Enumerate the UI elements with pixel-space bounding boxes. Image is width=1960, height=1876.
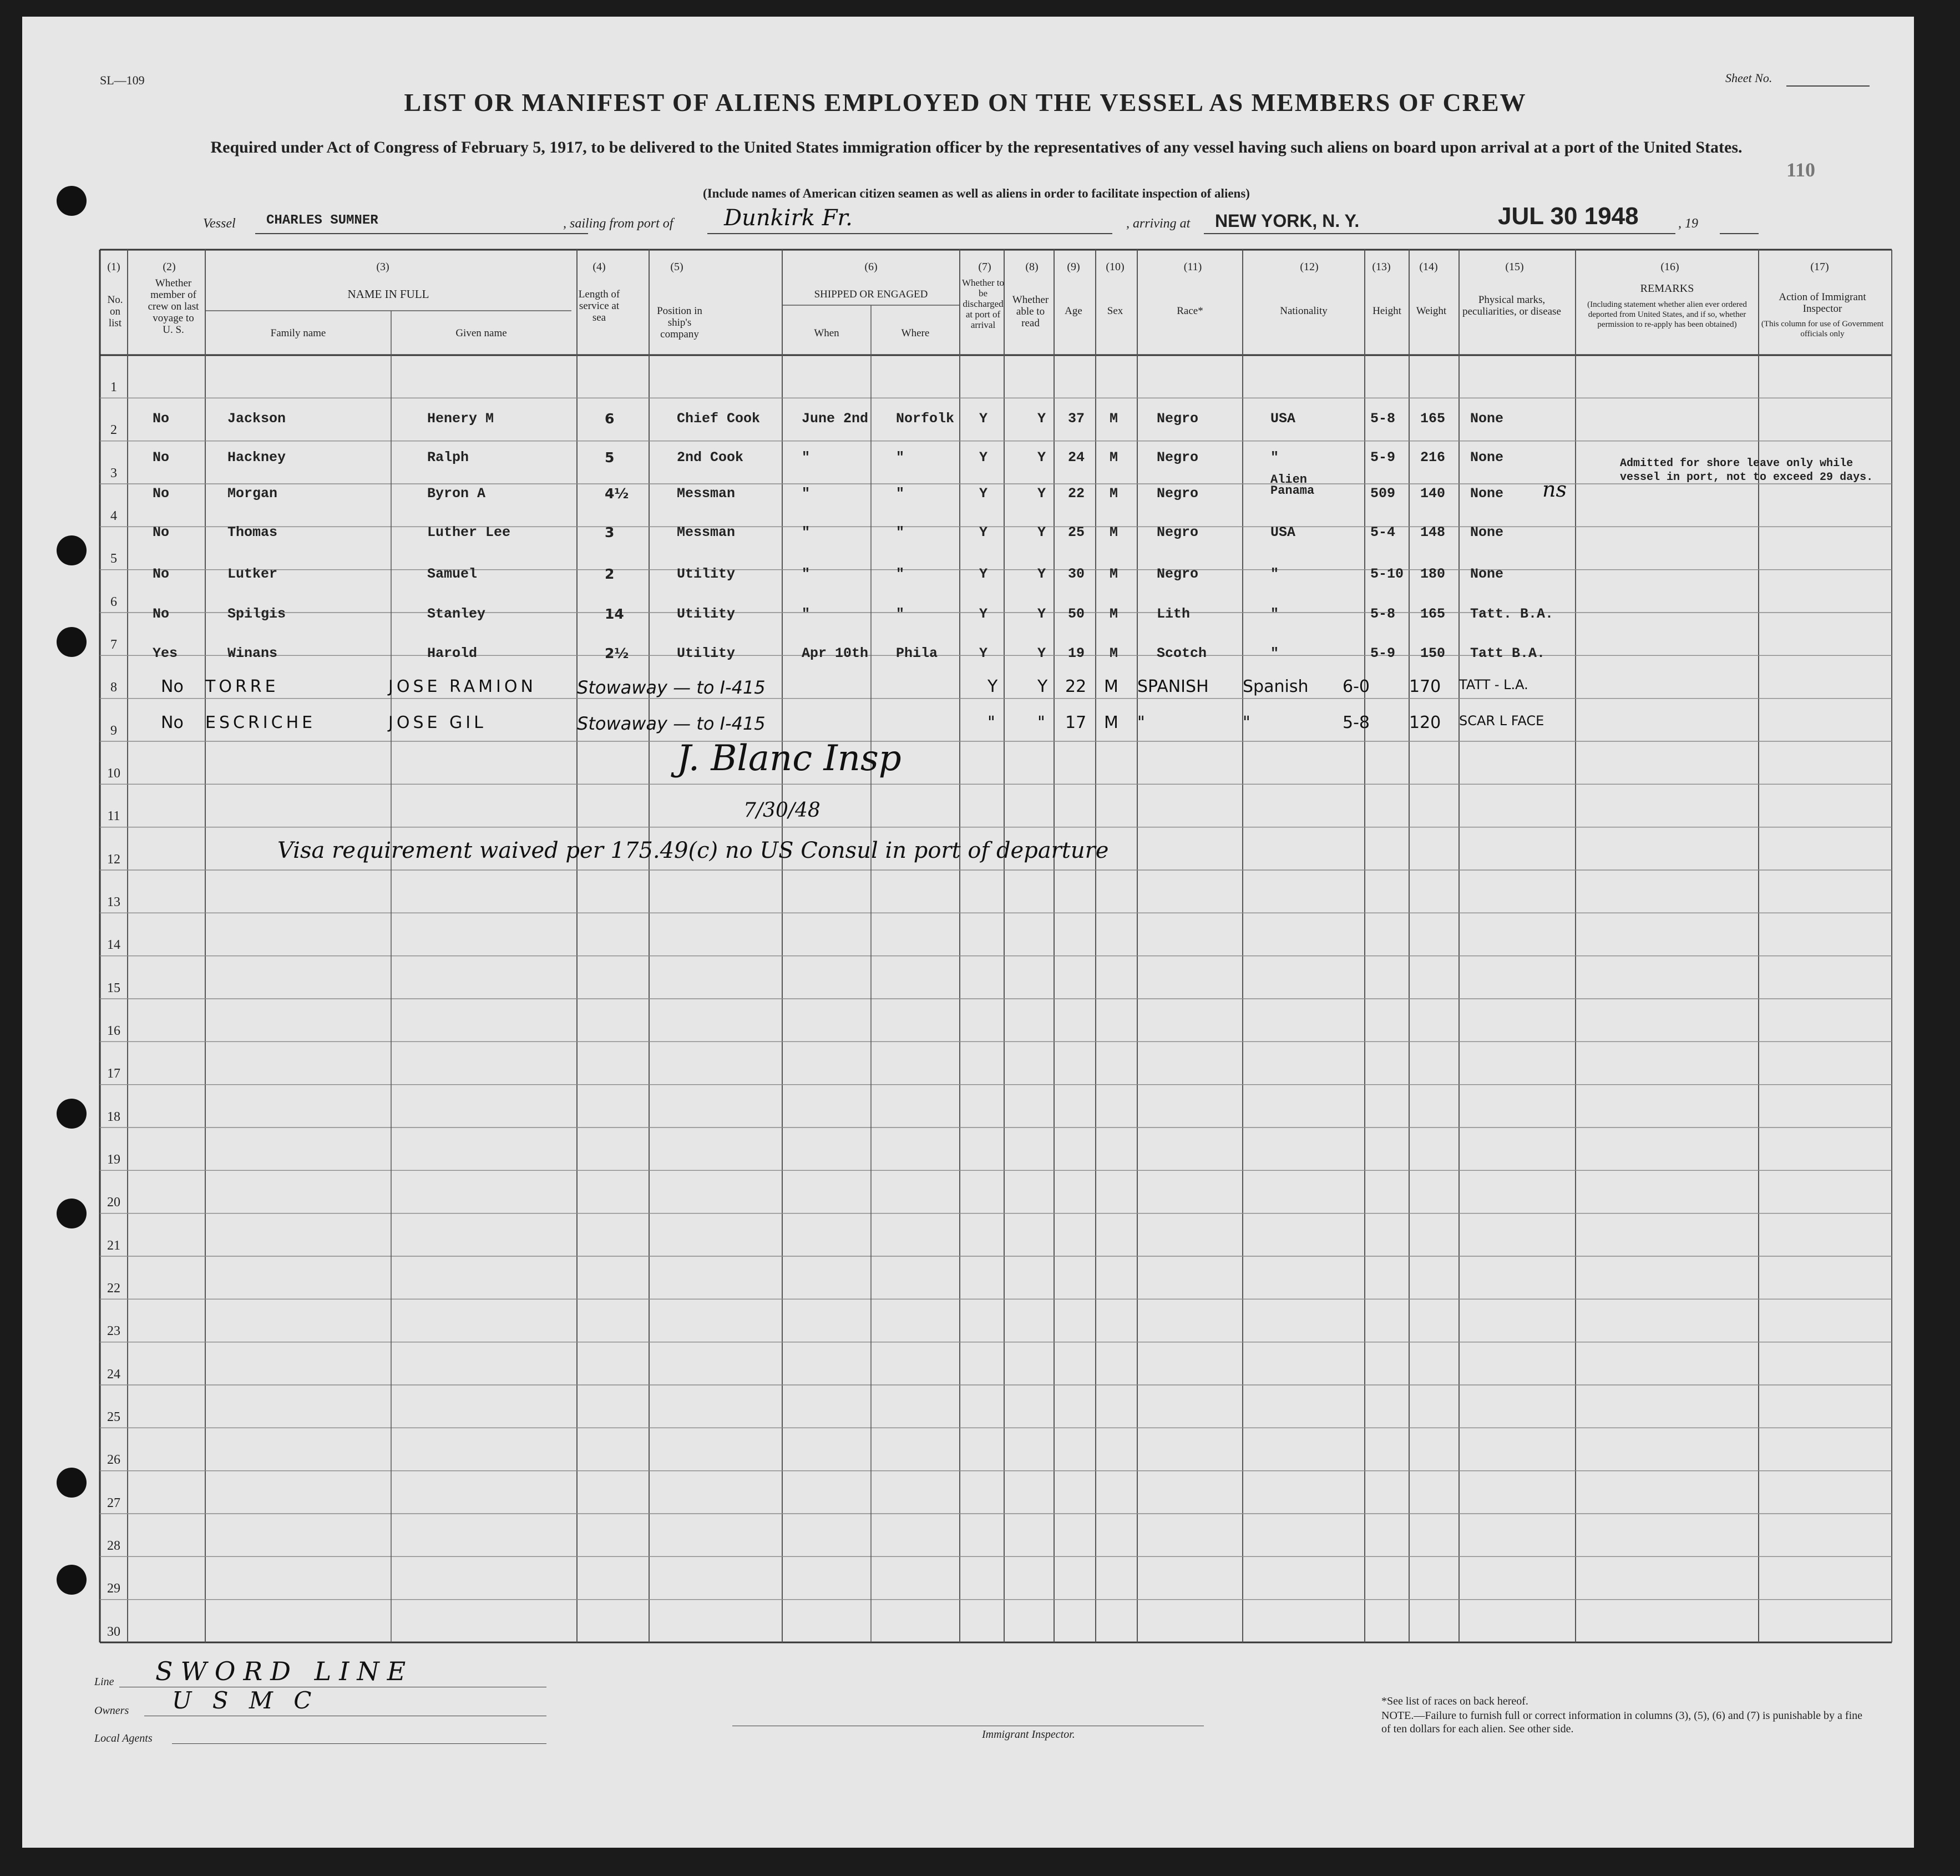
crew-nationality: Spanish xyxy=(1243,677,1309,696)
crew-age: 19 xyxy=(1068,645,1085,661)
header-height: Height xyxy=(1372,305,1401,317)
crew-nationality: USA xyxy=(1270,411,1296,427)
crew-race: " xyxy=(1137,713,1145,732)
form-number: SL—109 xyxy=(100,73,145,87)
row-number: 6 xyxy=(110,594,117,609)
row-number: 27 xyxy=(107,1495,120,1510)
header-position: Position in ship's company xyxy=(657,305,702,340)
footer-owners-value: U S M C xyxy=(172,1687,318,1714)
crew-given-name: Samuel xyxy=(427,566,478,582)
header-length-service: Length of service at sea xyxy=(578,289,620,323)
crew-family-name: Lutker xyxy=(227,566,278,582)
col-num: (14) xyxy=(1419,261,1438,273)
header-weight: Weight xyxy=(1416,305,1447,317)
col-num: (1) xyxy=(107,261,120,273)
sailing-label: , sailing from port of xyxy=(563,216,673,231)
footer-line-label: Line xyxy=(94,1676,114,1688)
arriving-port: NEW YORK, N. Y. xyxy=(1215,211,1360,231)
crew-when: " xyxy=(802,449,811,466)
crew-member: No xyxy=(161,677,184,696)
crew-marks: None xyxy=(1470,486,1504,502)
manifest-subtitle: Required under Act of Congress of February 5, 1917, to be delivered to the United States immigration officer by the representatives of any vessel having such aliens on board upon arrival at a port of the United States. xyxy=(210,138,1743,156)
crew-marks: None xyxy=(1470,449,1504,466)
vessel-name: CHARLES SUMNER xyxy=(266,213,378,228)
row-number: 11 xyxy=(107,809,120,824)
crew-when: " xyxy=(802,606,811,622)
col-num: (17) xyxy=(1810,261,1829,273)
header-shipped: SHIPPED OR ENGAGED xyxy=(814,289,928,300)
row-number: 1 xyxy=(110,380,117,395)
crew-discharged: Y xyxy=(979,449,988,466)
crew-service-length: 4½ xyxy=(605,486,629,502)
footer-agents-label: Local Agents xyxy=(94,1732,153,1744)
crew-position: Messman xyxy=(677,486,736,502)
signature-date: 7/30/48 xyxy=(743,799,821,822)
date-stamp: JUL 30 1948 xyxy=(1498,203,1639,230)
crew-member: No xyxy=(153,524,170,540)
crew-family-name: Thomas xyxy=(227,524,278,540)
crew-given-name: Harold xyxy=(427,645,478,661)
crew-service-length: 6 xyxy=(605,411,615,427)
crew-race: Lith xyxy=(1157,606,1191,622)
crew-when: Apr 10th xyxy=(802,645,869,661)
sailing-from-port: Dunkirk Fr. xyxy=(724,205,853,231)
header-remarks-note: (Including statement whether alien ever ordered deported from United States, and if so, whether permission to re-apply has been obtained) xyxy=(1587,300,1747,329)
row-number: 30 xyxy=(107,1624,120,1639)
page-number: 110 xyxy=(1786,159,1816,181)
row-number: 3 xyxy=(110,466,117,481)
crew-member: No xyxy=(153,486,170,502)
crew-weight: 170 xyxy=(1409,677,1441,696)
crew-age: 25 xyxy=(1068,524,1085,540)
crew-marks: SCAR L FACE xyxy=(1459,713,1544,729)
crew-family-name: Morgan xyxy=(227,486,278,502)
crew-race: Negro xyxy=(1157,524,1199,540)
crew-age: 24 xyxy=(1068,449,1085,466)
header-member: Whether member of crew on last voyage to U. S. xyxy=(148,277,199,336)
crew-nationality: USA xyxy=(1270,524,1296,540)
year-label: , 19 xyxy=(1678,216,1698,231)
col-num: (2) xyxy=(163,261,176,273)
row-number: 28 xyxy=(107,1539,120,1553)
crew-race: Negro xyxy=(1157,411,1199,427)
crew-age: 17 xyxy=(1065,713,1087,732)
header-no-on-list: No. on list xyxy=(107,294,123,329)
crew-family-name: Winans xyxy=(227,645,278,661)
footer-fine-note: NOTE.—Failure to furnish full or correct information in columns (3), (5), (6) and (7) is punishable by a fine of ten dollars for each alien. See other side. xyxy=(1381,1710,1863,1735)
crew-sex: M xyxy=(1110,411,1118,427)
col-num: (16) xyxy=(1660,261,1679,273)
crew-discharged: Y xyxy=(979,566,988,582)
crew-family-name: Hackney xyxy=(227,449,286,466)
crew-height: 5-8 xyxy=(1343,713,1370,732)
crew-age: 22 xyxy=(1068,486,1085,502)
crew-discharged: Y xyxy=(979,606,988,622)
row-number: 8 xyxy=(110,680,117,695)
header-discharged: Whether to be discharged at port of arrival xyxy=(962,277,1004,330)
crew-race: Scotch xyxy=(1157,645,1207,661)
crew-family-name: Jackson xyxy=(227,411,286,427)
crew-sex: M xyxy=(1110,566,1118,582)
col-num: (4) xyxy=(592,261,606,273)
crew-given-name: JOSE GIL xyxy=(388,713,487,732)
row-number: 10 xyxy=(107,766,120,781)
crew-where: " xyxy=(896,449,905,466)
crew-race: SPANISH xyxy=(1137,677,1209,696)
crew-nationality: " xyxy=(1270,566,1279,582)
header-family-name: Family name xyxy=(270,327,326,339)
crew-marks: None xyxy=(1470,566,1504,582)
row-number: 13 xyxy=(107,895,120,909)
crew-given-name: Henery M xyxy=(427,411,494,427)
row-number: 7 xyxy=(110,638,117,652)
col-num: (12) xyxy=(1300,261,1319,273)
row-number: 18 xyxy=(107,1109,120,1124)
crew-height: 5-4 xyxy=(1370,524,1396,540)
col-num: (15) xyxy=(1505,261,1524,273)
crew-height: 5-8 xyxy=(1370,411,1396,427)
header-action-note: (This column for use of Government officials only xyxy=(1761,320,1884,338)
footer-owners-label: Owners xyxy=(94,1705,129,1717)
header-race: Race* xyxy=(1177,305,1203,317)
row-number: 29 xyxy=(107,1581,120,1596)
header-action: Action of Immigrant Inspector xyxy=(1779,291,1866,315)
crew-weight: 165 xyxy=(1420,411,1446,427)
crew-where: Phila xyxy=(896,645,938,661)
crew-marks: None xyxy=(1470,524,1504,540)
crew-given-name: Stanley xyxy=(427,606,486,622)
crew-able-to-read: " xyxy=(1037,713,1045,732)
crew-weight: 165 xyxy=(1420,606,1446,622)
col-num: (9) xyxy=(1067,261,1080,273)
header-remarks: REMARKS xyxy=(1640,282,1694,295)
row-number: 16 xyxy=(107,1024,120,1038)
crew-able-to-read: Y xyxy=(1037,449,1046,466)
crew-position: Utility xyxy=(677,566,736,582)
footer-inspector-label: Immigrant Inspector. xyxy=(982,1728,1075,1741)
col-num: (7) xyxy=(978,261,991,273)
crew-when: " xyxy=(802,524,811,540)
col-num: (6) xyxy=(864,261,878,273)
crew-sex: M xyxy=(1104,677,1118,696)
crew-discharged: Y xyxy=(979,486,988,502)
crew-discharged: Y xyxy=(979,645,988,661)
crew-age: 50 xyxy=(1068,606,1085,622)
row-number: 17 xyxy=(107,1066,120,1081)
crew-discharged: " xyxy=(987,713,995,732)
col-num: (13) xyxy=(1372,261,1391,273)
header-age: Age xyxy=(1065,305,1082,317)
crew-height: 5-9 xyxy=(1370,449,1396,466)
crew-nationality: " xyxy=(1270,645,1279,661)
crew-nationality: " xyxy=(1270,449,1279,466)
crew-able-to-read: Y xyxy=(1037,606,1046,622)
crew-position: Utility xyxy=(677,606,736,622)
crew-weight: 150 xyxy=(1420,645,1446,661)
remarks-row-3: Admitted for shore leave only while vessel in port, not to exceed 29 days. xyxy=(1620,457,1873,484)
col-num: (10) xyxy=(1106,261,1125,273)
vessel-label: Vessel xyxy=(203,216,236,231)
crew-when: " xyxy=(802,486,811,502)
col-num: (11) xyxy=(1183,261,1202,273)
crew-height: 5-8 xyxy=(1370,606,1396,622)
crew-discharged: Y xyxy=(979,411,988,427)
crew-sex: M xyxy=(1110,486,1118,502)
manifest-sheet xyxy=(22,17,1914,1848)
crew-member: No xyxy=(153,606,170,622)
crew-family-name: ESCRICHE xyxy=(205,713,316,732)
row-number: 12 xyxy=(107,852,120,867)
crew-able-to-read: Y xyxy=(1037,486,1046,502)
row-number: 24 xyxy=(107,1367,120,1382)
crew-weight: 216 xyxy=(1420,449,1446,466)
crew-when: " xyxy=(802,566,811,582)
crew-given-name: JOSE RAMION xyxy=(388,677,536,696)
crew-weight: 180 xyxy=(1420,566,1446,582)
crew-discharged: Y xyxy=(979,524,988,540)
inspector-signature: J. Blanc Insp xyxy=(677,738,902,779)
crew-nationality: " xyxy=(1243,713,1250,732)
crew-member: No xyxy=(161,713,184,732)
crew-able-to-read: Y xyxy=(1037,677,1048,696)
header-sex: Sex xyxy=(1107,305,1123,317)
col-num: (3) xyxy=(376,261,389,273)
header-nationality: Nationality xyxy=(1280,305,1328,317)
crew-height: 5-10 xyxy=(1370,566,1404,582)
crew-where: " xyxy=(896,486,905,502)
crew-height: 5-9 xyxy=(1370,645,1396,661)
row-number: 4 xyxy=(110,509,117,523)
crew-age: 30 xyxy=(1068,566,1085,582)
crew-race: Negro xyxy=(1157,566,1199,582)
crew-weight: 148 xyxy=(1420,524,1446,540)
header-able-to-read: Whether able to read xyxy=(1012,294,1049,329)
crew-member: Yes xyxy=(153,645,178,661)
crew-race: Negro xyxy=(1157,449,1199,466)
crew-weight: 140 xyxy=(1420,486,1446,502)
crew-given-name: Ralph xyxy=(427,449,469,466)
crew-sex: M xyxy=(1110,645,1118,661)
crew-note: Stowaway — to I-415 xyxy=(577,677,766,698)
crew-sex: M xyxy=(1110,449,1118,466)
crew-position: Utility xyxy=(677,645,736,661)
crew-where: Norfolk xyxy=(896,411,955,427)
header-given-name: Given name xyxy=(455,327,507,339)
row-number: 19 xyxy=(107,1152,120,1167)
crew-where: " xyxy=(896,606,905,622)
crew-height: 6-0 xyxy=(1343,677,1370,696)
crew-marks: None xyxy=(1470,411,1504,427)
crew-service-length: 14 xyxy=(605,606,624,622)
crew-nationality: " xyxy=(1270,606,1279,622)
row-number: 25 xyxy=(107,1410,120,1424)
crew-age: 22 xyxy=(1065,677,1087,696)
crew-age: 37 xyxy=(1068,411,1085,427)
crew-race: Negro xyxy=(1157,486,1199,502)
header-physical-marks: Physical marks, peculiarities, or disease xyxy=(1462,294,1561,317)
manifest-title: LIST OR MANIFEST OF ALIENS EMPLOYED ON THE VESSEL AS MEMBERS OF CREW xyxy=(404,88,1527,117)
crew-able-to-read: Y xyxy=(1037,566,1046,582)
row-number: 2 xyxy=(110,423,117,438)
remarks-initials: ns xyxy=(1542,477,1567,502)
row-number: 23 xyxy=(107,1324,120,1339)
crew-height: 509 xyxy=(1370,486,1396,502)
sheet-label: Sheet No. xyxy=(1725,71,1772,85)
crew-sex: M xyxy=(1110,606,1118,622)
row-number: 9 xyxy=(110,723,117,738)
footer-line-value: SWORD LINE xyxy=(155,1656,414,1686)
header-name-in-full: NAME IN FULL xyxy=(347,287,429,301)
crew-able-to-read: Y xyxy=(1037,645,1046,661)
crew-able-to-read: Y xyxy=(1037,411,1046,427)
row-number: 15 xyxy=(107,980,120,995)
crew-service-length: 2½ xyxy=(605,645,629,661)
crew-marks: TATT - L.A. xyxy=(1459,677,1528,692)
manifest-note: (Include names of American citizen seamen as well as aliens in order to facilitate inspection of aliens) xyxy=(703,186,1250,200)
crew-weight: 120 xyxy=(1409,713,1441,732)
col-num: (5) xyxy=(670,261,683,273)
arriving-label: , arriving at xyxy=(1126,216,1191,231)
crew-sex: M xyxy=(1104,713,1118,732)
row-number: 21 xyxy=(107,1238,120,1253)
crew-service-length: 3 xyxy=(605,524,615,540)
visa-waiver-note: Visa requirement waived per 175.49(c) no US Consul in port of departure xyxy=(277,838,1109,863)
crew-able-to-read: Y xyxy=(1037,524,1046,540)
crew-discharged: Y xyxy=(987,677,998,696)
row-number: 20 xyxy=(107,1195,120,1210)
crew-family-name: TORRE xyxy=(205,677,279,696)
crew-given-name: Byron A xyxy=(427,486,486,502)
crew-where: " xyxy=(896,566,905,582)
crew-service-length: 2 xyxy=(605,566,615,582)
crew-where: " xyxy=(896,524,905,540)
crew-position: 2nd Cook xyxy=(677,449,744,466)
crew-when: June 2nd xyxy=(802,411,869,427)
crew-given-name: Luther Lee xyxy=(427,524,511,540)
row-number: 22 xyxy=(107,1281,120,1296)
crew-note: Stowaway — to I-415 xyxy=(577,713,766,734)
row-number: 14 xyxy=(107,938,120,953)
crew-family-name: Spilgis xyxy=(227,606,286,622)
crew-nationality: Alien Panama xyxy=(1270,473,1315,498)
crew-marks: Tatt B.A. xyxy=(1470,645,1546,661)
crew-marks: Tatt. B.A. xyxy=(1470,606,1554,622)
crew-member: No xyxy=(153,566,170,582)
crew-member: No xyxy=(153,449,170,466)
header-when: When xyxy=(814,327,839,339)
crew-member: No xyxy=(153,411,170,427)
col-num: (8) xyxy=(1025,261,1039,273)
crew-position: Messman xyxy=(677,524,736,540)
footer-races-note: *See list of races on back hereof. xyxy=(1381,1695,1528,1707)
crew-position: Chief Cook xyxy=(677,411,761,427)
row-number: 26 xyxy=(107,1453,120,1468)
crew-service-length: 5 xyxy=(605,449,615,466)
row-number: 5 xyxy=(110,552,117,567)
header-where: Where xyxy=(901,327,930,339)
crew-sex: M xyxy=(1110,524,1118,540)
